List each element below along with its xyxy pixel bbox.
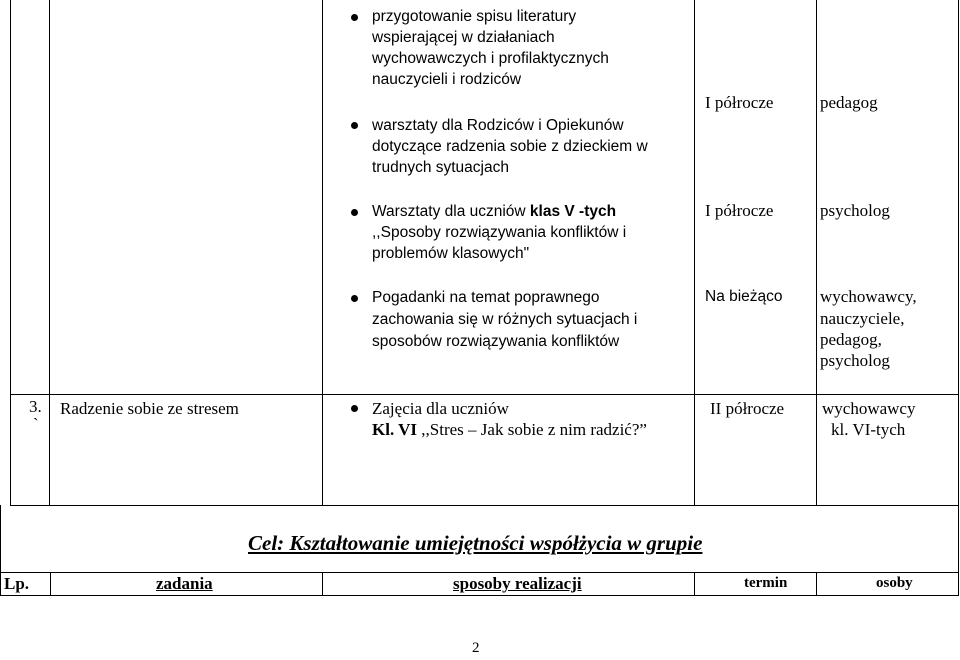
- list-item-line: ,,Sposoby rozwiązywania konfliktów i: [372, 224, 627, 241]
- header-osoby: osoby: [876, 575, 913, 591]
- osoby-cell: psycholog: [820, 351, 890, 370]
- osoby-cell: kl. VI-tych: [831, 420, 906, 439]
- grid-line: [958, 0, 959, 596]
- grid-line: [49, 0, 50, 506]
- list-item-line: przygotowanie spisu literatury: [372, 8, 577, 25]
- list-item-line: problemów klasowych": [372, 245, 530, 262]
- grid-line: [10, 0, 11, 506]
- list-item-line: warsztaty dla Rodziców i Opiekunów: [372, 117, 624, 134]
- osoby-cell: nauczyciele,: [820, 309, 905, 328]
- header-sposoby: sposoby realizacji: [453, 574, 582, 593]
- grid-line: [694, 572, 695, 596]
- termin-cell: I półrocze: [705, 93, 774, 112]
- header-lp: Lp.: [4, 574, 30, 593]
- grid-line: [322, 0, 323, 506]
- grid-line: [322, 572, 323, 596]
- list-item-line: sposobów rozwiązywania konfliktów: [372, 333, 620, 350]
- list-item-line: trudnych sytuacjach: [372, 159, 509, 176]
- list-item-line: Warsztaty dla uczniów klas V -tych: [372, 203, 617, 220]
- list-item-line: Pogadanki na temat poprawnego: [372, 289, 600, 306]
- bullet-icon: [351, 405, 358, 412]
- termin-cell: II półrocze: [710, 399, 785, 418]
- task-cell: Radzenie sobie ze stresem: [60, 399, 239, 418]
- osoby-cell: wychowawcy,: [820, 287, 917, 306]
- osoby-cell: pedagog: [820, 93, 878, 112]
- list-item-line: Zajęcia dla uczniów: [372, 399, 509, 418]
- bullet-icon: [351, 209, 358, 216]
- section-title: Cel: Kształtowanie umiejętności współżycia w grupie: [248, 531, 703, 555]
- list-item-line: wychowawczych i profilaktycznych: [372, 50, 609, 67]
- bullet-icon: [351, 14, 358, 21]
- grid-line: [816, 572, 817, 596]
- list-item-line: Kl. VI ,,Stres – Jak sobie z nim radzić?”: [372, 420, 647, 439]
- bullet-icon: [351, 295, 358, 302]
- row-number-mark: `: [33, 415, 39, 434]
- grid-line: [10, 394, 959, 395]
- grid-line: [0, 505, 1, 596]
- list-item-line: nauczycieli i rodziców: [372, 71, 522, 88]
- osoby-cell: wychowawcy: [822, 399, 916, 418]
- bullet-icon: [351, 122, 358, 129]
- header-termin: termin: [744, 575, 788, 591]
- header-zadania: zadania: [156, 574, 213, 593]
- grid-line: [50, 572, 51, 596]
- row-number: 3.: [29, 397, 42, 416]
- osoby-cell: pedagog,: [820, 330, 882, 349]
- list-item-line: zachowania się w różnych sytuacjach i: [372, 311, 638, 328]
- grid-line: [10, 505, 959, 506]
- termin-cell: Na bieżąco: [705, 288, 783, 305]
- osoby-cell: psycholog: [820, 201, 890, 220]
- termin-cell: I półrocze: [705, 201, 774, 220]
- grid-line: [816, 0, 817, 506]
- grid-line: [694, 0, 695, 506]
- page-number: 2: [472, 640, 480, 656]
- list-item-line: wspierającej w działaniach: [372, 29, 555, 46]
- list-item-line: dotyczące radzenia sobie z dzieckiem w: [372, 138, 648, 155]
